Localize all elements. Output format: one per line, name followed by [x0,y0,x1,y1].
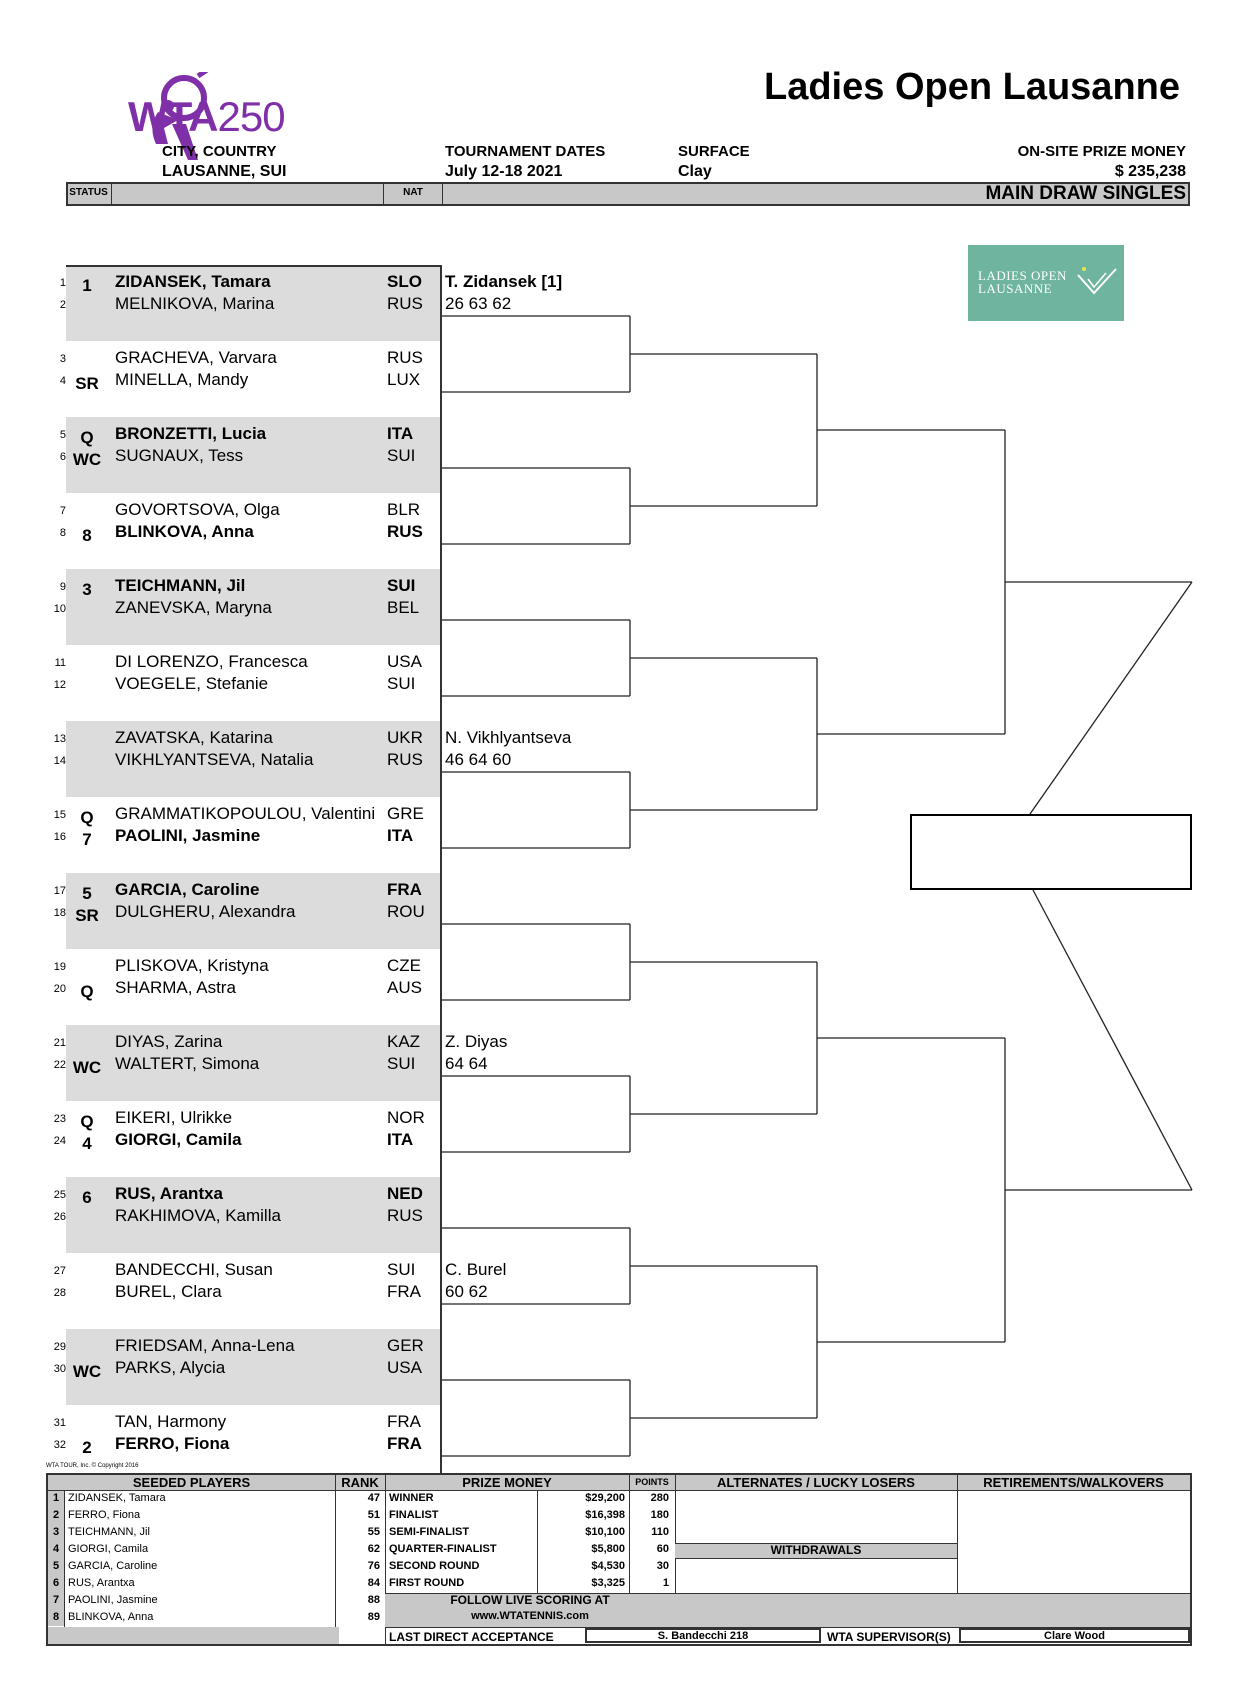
player-name: DIYAS, Zarina [115,1032,223,1051]
seeded-player-rank: 51 [367,1509,380,1521]
player-nationality: SUI [387,1054,416,1073]
ranking-points: 280 [650,1492,669,1504]
seed-status: SR [75,374,99,393]
player-nationality: RUS [387,750,423,769]
seed-number: 8 [53,1611,60,1623]
match-winner: T. Zidansek [1] [445,272,563,291]
draw-position: 6 [59,451,66,463]
copyright: WTA TOUR, Inc. © Copyright 2016 [46,1463,139,1469]
draw-position: 23 [53,1113,66,1125]
match-winner: C. Burel [445,1260,507,1279]
seeded-player-name: RUS, Arantxa [68,1577,135,1589]
draw-position: 30 [53,1363,66,1375]
draw-position: 32 [53,1439,66,1451]
seed-number: 6 [53,1577,60,1589]
player-nationality: FRA [387,1434,422,1453]
draw-position: 1 [59,277,66,289]
draw-position: 28 [53,1287,66,1299]
draw-position: 18 [53,907,66,919]
final-connector-line [1033,890,1192,1190]
follow-line1: FOLLOW LIVE SCORING AT [450,1593,610,1607]
ranking-points: 60 [656,1543,669,1555]
player-name: GARCIA, Caroline [115,880,260,899]
rank-header: RANK [341,1475,379,1490]
seeded-player-name: GIORGI, Camila [68,1543,149,1555]
supervisor-value: Clare Wood [959,1628,1190,1643]
player-name: GOVORTSOVA, Olga [115,500,280,519]
player-nationality: BLR [387,500,421,519]
seeded-player-name: GARCIA, Caroline [68,1560,158,1572]
seed-number: 7 [53,1594,60,1606]
seed-status: 3 [82,580,92,599]
draw-position: 10 [53,603,66,615]
draw-position: 3 [59,353,66,365]
player-nationality: CZE [387,956,421,975]
draw-position: 19 [53,961,66,973]
player-nationality: FRA [387,880,422,899]
player-name: BUREL, Clara [115,1282,222,1301]
seed-number: 2 [53,1509,60,1521]
retirements-header: RETIREMENTS/WALKOVERS [983,1475,1164,1490]
draw-position: 27 [53,1265,66,1277]
seed-status: Q [80,982,94,1001]
prize-round: WINNER [389,1492,434,1504]
prize-round: SECOND ROUND [389,1560,480,1572]
player-name: RAKHIMOVA, Kamilla [115,1206,281,1225]
draw-position: 29 [53,1341,66,1353]
city-value: LAUSANNE, SUI [162,163,287,180]
player-name: BANDECCHI, Susan [115,1260,273,1279]
player-nationality: UKR [387,728,423,747]
follow-line2: www.WTATENNIS.com [471,1610,589,1622]
checkmark-icon [1076,265,1118,299]
draw-position: 22 [53,1059,66,1071]
draw-position: 21 [53,1037,66,1049]
prize-amount: $4,530 [591,1560,625,1572]
prize-label: ON-SITE PRIZE MONEY [1017,143,1186,160]
player-name: SUGNAUX, Tess [115,446,244,465]
player-name: TEICHMANN, Jil [115,576,246,595]
seeded-player-name: BLINKOVA, Anna [68,1611,154,1623]
prize-amount: $16,398 [585,1509,625,1521]
seed-status: WC [72,450,102,469]
player-nationality: RUS [387,348,423,367]
player-name: RUS, Arantxa [115,1184,224,1203]
player-nationality: RUS [387,294,423,313]
prize-amount: $5,800 [591,1543,625,1555]
player-nationality: ITA [387,1130,414,1149]
player-name: BRONZETTI, Lucia [115,424,267,443]
supervisor-label: WTA SUPERVISOR(S) [827,1630,951,1644]
seed-number: 4 [53,1543,60,1555]
sponsor-logo [968,245,1124,321]
seed-status: 4 [82,1134,92,1153]
prize-amount: $3,325 [591,1577,625,1589]
city-label: CITY, COUNTRY [162,143,277,160]
player-nationality: BEL [387,598,420,617]
ranking-points: 1 [662,1577,669,1589]
player-nationality: ITA [387,826,414,845]
player-name: VIKHLYANTSEVA, Natalia [115,750,314,769]
player-nationality: NED [387,1184,423,1203]
player-nationality: NOR [387,1108,425,1127]
prize-round: SEMI-FINALIST [389,1526,470,1538]
player-nationality: SUI [387,674,416,693]
player-name: EIKERI, Ulrikke [115,1108,233,1127]
draw-position: 12 [53,679,66,691]
player-name: PLISKOVA, Kristyna [115,956,269,975]
surface-label: SURFACE [678,143,750,160]
player-nationality: LUX [387,370,421,389]
seeded-player-rank: 47 [367,1492,380,1504]
player-nationality: AUS [387,978,422,997]
match-score: 60 62 [445,1282,488,1301]
player-nationality: USA [387,652,422,671]
draw-position: 31 [53,1417,66,1429]
champion-box [910,814,1192,890]
seeded-player-rank: 76 [367,1560,380,1572]
seed-status: 2 [82,1438,92,1457]
draw-position: 2 [59,299,66,311]
seed-status: 1 [82,276,92,295]
sponsor-logo-line1: LADIES OPEN [978,268,1067,283]
ranking-points: 180 [650,1509,669,1521]
final-connector-line [1030,582,1192,814]
withdrawals-header: WITHDRAWALS [770,1543,862,1557]
prize-round: FIRST ROUND [389,1577,465,1589]
prize-amount: $29,200 [585,1492,625,1504]
lda-label: LAST DIRECT ACCEPTANCE [389,1630,554,1644]
player-nationality: KAZ [387,1032,421,1051]
player-nationality: FRA [387,1412,421,1431]
match-winner: Z. Diyas [445,1032,508,1051]
draw-type: MAIN DRAW SINGLES [985,183,1186,204]
seeded-player-rank: 88 [367,1594,380,1606]
draw-position: 24 [53,1135,66,1147]
player-name: BLINKOVA, Anna [115,522,254,541]
dates-value: July 12-18 2021 [445,163,563,180]
player-name: MINELLA, Mandy [115,370,249,389]
player-nationality: ITA [387,424,414,443]
player-nationality: SUI [387,446,416,465]
player-name: VOEGELE, Stefanie [115,674,269,693]
player-name: DI LORENZO, Francesca [115,652,308,671]
prize-value: $ 235,238 [1114,163,1186,180]
seed-status: 5 [82,884,92,903]
draw-position: 20 [53,983,66,995]
player-name: ZAVATSKA, Katarina [115,728,273,747]
player-name: PARKS, Alycia [115,1358,226,1377]
prize-round: FINALIST [389,1509,439,1521]
seeded-player-rank: 89 [367,1611,380,1623]
draw-position: 17 [53,885,66,897]
wta-logo-text: WTA250 [128,93,285,140]
player-nationality: GRE [387,804,424,823]
player-nationality: SUI [387,576,416,595]
player-name: GRACHEVA, Varvara [115,348,277,367]
seeded-player-rank: 84 [367,1577,380,1589]
seeded-player-rank: 62 [367,1543,380,1555]
player-nationality: RUS [387,1206,423,1225]
player-name: SHARMA, Astra [115,978,236,997]
seeded-player-name: FERRO, Fiona [68,1509,141,1521]
match-score: 26 63 62 [445,294,512,313]
seed-number: 1 [53,1492,60,1504]
player-name: GIORGI, Camila [115,1130,242,1149]
seed-status: 8 [82,526,92,545]
sponsor-logo-line2: LAUSANNE [978,281,1053,296]
prize-round: QUARTER-FINALIST [389,1543,497,1555]
seed-number: 5 [53,1560,60,1572]
seed-status: WC [72,1362,102,1381]
draw-position: 14 [53,755,66,767]
draw-position: 7 [59,505,66,517]
draw-position: 15 [53,809,66,821]
seed-status: 7 [82,830,92,849]
seeded-player-rank: 55 [367,1526,380,1538]
draw-position: 13 [53,733,66,745]
player-name: ZIDANSEK, Tamara [115,272,271,291]
match-winner: N. Vikhlyantseva [445,728,572,747]
seeded-player-name: TEICHMANN, Jil [68,1526,150,1538]
dates-label: TOURNAMENT DATES [445,143,606,160]
seed-status: Q [80,428,94,447]
player-name: FRIEDSAM, Anna-Lena [115,1336,295,1355]
player-name: FERRO, Fiona [115,1434,230,1453]
player-nationality: SUI [387,1260,416,1279]
draw-position: 4 [59,375,66,387]
player-nationality: SLO [387,272,422,291]
player-name: GRAMMATIKOPOULOU, Valentini [115,804,376,823]
draw-position: 16 [53,831,66,843]
draw-position: 25 [53,1189,66,1201]
status-column-header: STATUS [66,182,112,206]
draw-position: 5 [59,429,66,441]
draw-position: 9 [59,581,66,593]
seeded-player-name: PAOLINI, Jasmine [68,1594,158,1606]
prize-money-header: PRIZE MONEY [462,1475,552,1490]
points-header: POINTS [635,1477,669,1487]
player-name: PAOLINI, Jasmine [115,826,261,845]
seed-status: 6 [82,1188,92,1207]
match-score: 64 64 [445,1054,488,1073]
draw-position: 8 [59,527,66,539]
seed-status: WC [72,1058,102,1077]
seed-number: 3 [53,1526,60,1538]
seed-status: Q [80,1112,94,1131]
player-nationality: FRA [387,1282,421,1301]
player-nationality: RUS [387,522,423,541]
player-name: TAN, Harmony [115,1412,227,1431]
ranking-points: 30 [656,1560,669,1572]
player-nationality: USA [387,1358,422,1377]
surface-value: Clay [678,163,712,180]
player-name: DULGHERU, Alexandra [115,902,296,921]
seeded-header: SEEDED PLAYERS [132,1475,251,1490]
seeded-player-name: ZIDANSEK, Tamara [68,1492,166,1504]
player-name: MELNIKOVA, Marina [115,294,275,313]
seed-status: Q [80,808,94,827]
ranking-points: 110 [651,1526,669,1538]
draw-position: 26 [53,1211,66,1223]
match-score: 46 64 60 [445,750,512,769]
player-nationality: ROU [387,902,425,921]
player-nationality: GER [387,1336,424,1355]
seed-status: SR [75,906,99,925]
player-name: ZANEVSKA, Maryna [115,598,272,617]
prize-amount: $10,100 [585,1526,625,1538]
summary-table [46,1473,1192,1646]
tournament-title: Ladies Open Lausanne [764,66,1180,108]
nat-column-header: NAT [383,182,443,206]
lda-value: S. Bandecchi 218 [585,1628,821,1643]
draw-position: 11 [54,657,66,669]
alternates-header: ALTERNATES / LUCKY LOSERS [717,1475,915,1490]
player-name: WALTERT, Simona [115,1054,260,1073]
